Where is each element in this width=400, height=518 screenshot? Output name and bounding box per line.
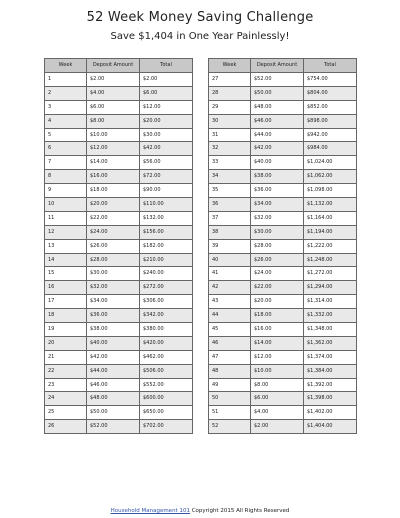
table-row [209,114,357,128]
week-cell: 27 [209,73,251,87]
week-cell: 43 [209,295,251,309]
week-cell: 33 [209,156,251,170]
total-cell: $1,332.00 [304,309,357,323]
table-row [209,142,357,156]
deposit-amount-cell: $52.00 [251,73,304,87]
total-cell: $132.00 [140,211,193,225]
deposit-amount-cell: $2.00 [87,73,140,87]
deposit-amount-cell: $8.00 [251,378,304,392]
week-cell: 45 [209,323,251,337]
week-cell: 29 [209,100,251,114]
deposit-amount-cell: $18.00 [251,309,304,323]
table-row [209,198,357,212]
deposit-amount-cell: $32.00 [251,211,304,225]
table-row [45,211,193,225]
week-cell: 6 [45,142,87,156]
table-row [209,295,357,309]
table-row [209,378,357,392]
footer [0,508,400,514]
deposit-amount-cell: $32.00 [87,281,140,295]
total-cell: $72.00 [140,170,193,184]
total-cell: $1,098.00 [304,184,357,198]
deposit-amount-cell: $8.00 [87,114,140,128]
table-row [209,73,357,87]
table-row [45,225,193,239]
page-title: 52 Week Money Saving Challenge [86,10,314,25]
deposit-amount-cell: $6.00 [87,100,140,114]
week-cell: 41 [209,267,251,281]
table-row [45,336,193,350]
total-cell: $1,294.00 [304,281,357,295]
deposit-amount-cell: $12.00 [251,350,304,364]
total-cell: $90.00 [140,184,193,198]
total-cell: $462.00 [140,350,193,364]
column-header-total: Total [304,59,357,73]
deposit-amount-cell: $18.00 [87,184,140,198]
total-cell: $984.00 [304,142,357,156]
column-header-week: Week [45,59,87,73]
table-row [45,142,193,156]
week-cell: 5 [45,128,87,142]
deposit-amount-cell: $42.00 [87,350,140,364]
table-row [209,309,357,323]
week-cell: 24 [45,392,87,406]
week-cell: 50 [209,392,251,406]
deposit-amount-cell: $52.00 [87,420,140,434]
deposit-amount-cell: $50.00 [251,86,304,100]
week-cell: 31 [209,128,251,142]
table-row [209,239,357,253]
table-row [209,100,357,114]
deposit-amount-cell: $26.00 [87,239,140,253]
deposit-amount-cell: $36.00 [251,184,304,198]
deposit-amount-cell: $14.00 [87,156,140,170]
week-cell: 36 [209,198,251,212]
deposit-amount-cell: $28.00 [87,253,140,267]
deposit-amount-cell: $24.00 [87,225,140,239]
week-cell: 14 [45,253,87,267]
deposit-amount-cell: $40.00 [87,336,140,350]
week-cell: 18 [45,309,87,323]
week-cell: 51 [209,406,251,420]
deposit-amount-cell: $44.00 [87,364,140,378]
week-cell: 34 [209,170,251,184]
table-row [45,281,193,295]
total-cell: $12.00 [140,100,193,114]
table-row [45,170,193,184]
deposit-amount-cell: $34.00 [87,295,140,309]
total-cell: $30.00 [140,128,193,142]
total-cell: $1,272.00 [304,267,357,281]
week-cell: 40 [209,253,251,267]
total-cell: $1,392.00 [304,378,357,392]
week-cell: 28 [209,86,251,100]
table-row [209,336,357,350]
total-cell: $380.00 [140,323,193,337]
week-cell: 2 [45,86,87,100]
total-cell: $942.00 [304,128,357,142]
week-cell: 7 [45,156,87,170]
total-cell: $600.00 [140,392,193,406]
table-row [209,350,357,364]
total-cell: $240.00 [140,267,193,281]
deposit-amount-cell: $20.00 [251,295,304,309]
total-cell: $1,384.00 [304,364,357,378]
table-row [45,295,193,309]
deposit-amount-cell: $40.00 [251,156,304,170]
deposit-amount-cell: $22.00 [87,211,140,225]
total-cell: $210.00 [140,253,193,267]
week-cell: 37 [209,211,251,225]
savings-table-right [208,58,357,434]
week-cell: 46 [209,336,251,350]
deposit-amount-cell: $4.00 [87,86,140,100]
table-row [45,350,193,364]
deposit-amount-cell: $34.00 [251,198,304,212]
week-cell: 42 [209,281,251,295]
table-row [209,225,357,239]
table-row [209,364,357,378]
page-subtitle: Save $1,404 in One Year Painlessly! [110,31,290,42]
table-header-row [209,59,357,73]
week-cell: 8 [45,170,87,184]
deposit-amount-cell: $20.00 [87,198,140,212]
week-cell: 35 [209,184,251,198]
total-cell: $110.00 [140,198,193,212]
table-row [45,323,193,337]
deposit-amount-cell: $44.00 [251,128,304,142]
week-cell: 16 [45,281,87,295]
footer-brand-link[interactable]: Household Management 101 [110,508,190,514]
week-cell: 25 [45,406,87,420]
deposit-amount-cell: $12.00 [87,142,140,156]
total-cell: $56.00 [140,156,193,170]
week-cell: 48 [209,364,251,378]
total-cell: $804.00 [304,86,357,100]
table-row [45,184,193,198]
table-row [45,420,193,434]
deposit-amount-cell: $30.00 [251,225,304,239]
deposit-amount-cell: $24.00 [251,267,304,281]
table-row [45,364,193,378]
deposit-amount-cell: $16.00 [251,323,304,337]
table-row [209,253,357,267]
table-row [45,114,193,128]
table-row [209,156,357,170]
deposit-amount-cell: $16.00 [87,170,140,184]
total-cell: $1,362.00 [304,336,357,350]
week-cell: 38 [209,225,251,239]
total-cell: $1,062.00 [304,170,357,184]
table-row [45,128,193,142]
total-cell: $272.00 [140,281,193,295]
week-cell: 32 [209,142,251,156]
table-row [209,392,357,406]
week-cell: 44 [209,309,251,323]
total-cell: $852.00 [304,100,357,114]
table-row [45,73,193,87]
table-row [209,170,357,184]
total-cell: $754.00 [304,73,357,87]
table-row [45,253,193,267]
total-cell: $1,404.00 [304,420,357,434]
table-row [45,309,193,323]
table-row [209,211,357,225]
total-cell: $2.00 [140,73,193,87]
week-cell: 20 [45,336,87,350]
table-row [45,86,193,100]
week-cell: 9 [45,184,87,198]
total-cell: $1,348.00 [304,323,357,337]
table-row [45,378,193,392]
total-cell: $306.00 [140,295,193,309]
total-cell: $1,194.00 [304,225,357,239]
total-cell: $898.00 [304,114,357,128]
total-cell: $552.00 [140,378,193,392]
table-header-row [45,59,193,73]
table-row [209,267,357,281]
table-row [209,420,357,434]
week-cell: 12 [45,225,87,239]
week-cell: 22 [45,364,87,378]
deposit-amount-cell: $10.00 [251,364,304,378]
total-cell: $20.00 [140,114,193,128]
deposit-amount-cell: $38.00 [251,170,304,184]
column-header-deposit: Deposit Amount [87,59,140,73]
total-cell: $1,314.00 [304,295,357,309]
table-row [45,392,193,406]
deposit-amount-cell: $22.00 [251,281,304,295]
total-cell: $506.00 [140,364,193,378]
total-cell: $650.00 [140,406,193,420]
week-cell: 49 [209,378,251,392]
total-cell: $1,222.00 [304,239,357,253]
table-row [45,198,193,212]
total-cell: $702.00 [140,420,193,434]
deposit-amount-cell: $42.00 [251,142,304,156]
week-cell: 26 [45,420,87,434]
total-cell: $1,132.00 [304,198,357,212]
column-header-deposit: Deposit Amount [251,59,304,73]
week-cell: 3 [45,100,87,114]
table-row [209,128,357,142]
total-cell: $1,164.00 [304,211,357,225]
deposit-amount-cell: $38.00 [87,323,140,337]
deposit-amount-cell: $48.00 [87,392,140,406]
deposit-amount-cell: $2.00 [251,420,304,434]
deposit-amount-cell: $14.00 [251,336,304,350]
savings-table-left [44,58,193,434]
total-cell: $420.00 [140,336,193,350]
column-header-total: Total [140,59,193,73]
total-cell: $1,248.00 [304,253,357,267]
table-row [45,156,193,170]
week-cell: 30 [209,114,251,128]
total-cell: $1,374.00 [304,350,357,364]
total-cell: $1,402.00 [304,406,357,420]
deposit-amount-cell: $30.00 [87,267,140,281]
table-body-left [45,73,193,434]
week-cell: 17 [45,295,87,309]
week-cell: 13 [45,239,87,253]
column-header-week: Week [209,59,251,73]
table-row [209,281,357,295]
week-cell: 47 [209,350,251,364]
table-row [209,323,357,337]
week-cell: 11 [45,211,87,225]
week-cell: 23 [45,378,87,392]
week-cell: 15 [45,267,87,281]
total-cell: $1,024.00 [304,156,357,170]
week-cell: 19 [45,323,87,337]
week-cell: 39 [209,239,251,253]
deposit-amount-cell: $48.00 [251,100,304,114]
week-cell: 1 [45,73,87,87]
deposit-amount-cell: $26.00 [251,253,304,267]
table-row [209,86,357,100]
week-cell: 21 [45,350,87,364]
deposit-amount-cell: $36.00 [87,309,140,323]
deposit-amount-cell: $28.00 [251,239,304,253]
footer-copyright: Copyright 2015 All Rights Reserved [191,508,290,514]
total-cell: $6.00 [140,86,193,100]
total-cell: $1,398.00 [304,392,357,406]
table-body-right [209,73,357,434]
week-cell: 52 [209,420,251,434]
week-cell: 10 [45,198,87,212]
table-row [45,406,193,420]
table-row [45,100,193,114]
deposit-amount-cell: $4.00 [251,406,304,420]
deposit-amount-cell: $6.00 [251,392,304,406]
deposit-amount-cell: $46.00 [87,378,140,392]
table-row [45,267,193,281]
total-cell: $342.00 [140,309,193,323]
total-cell: $42.00 [140,142,193,156]
total-cell: $182.00 [140,239,193,253]
table-row [209,406,357,420]
week-cell: 4 [45,114,87,128]
total-cell: $156.00 [140,225,193,239]
table-row [209,184,357,198]
deposit-amount-cell: $46.00 [251,114,304,128]
deposit-amount-cell: $50.00 [87,406,140,420]
deposit-amount-cell: $10.00 [87,128,140,142]
table-row [45,239,193,253]
